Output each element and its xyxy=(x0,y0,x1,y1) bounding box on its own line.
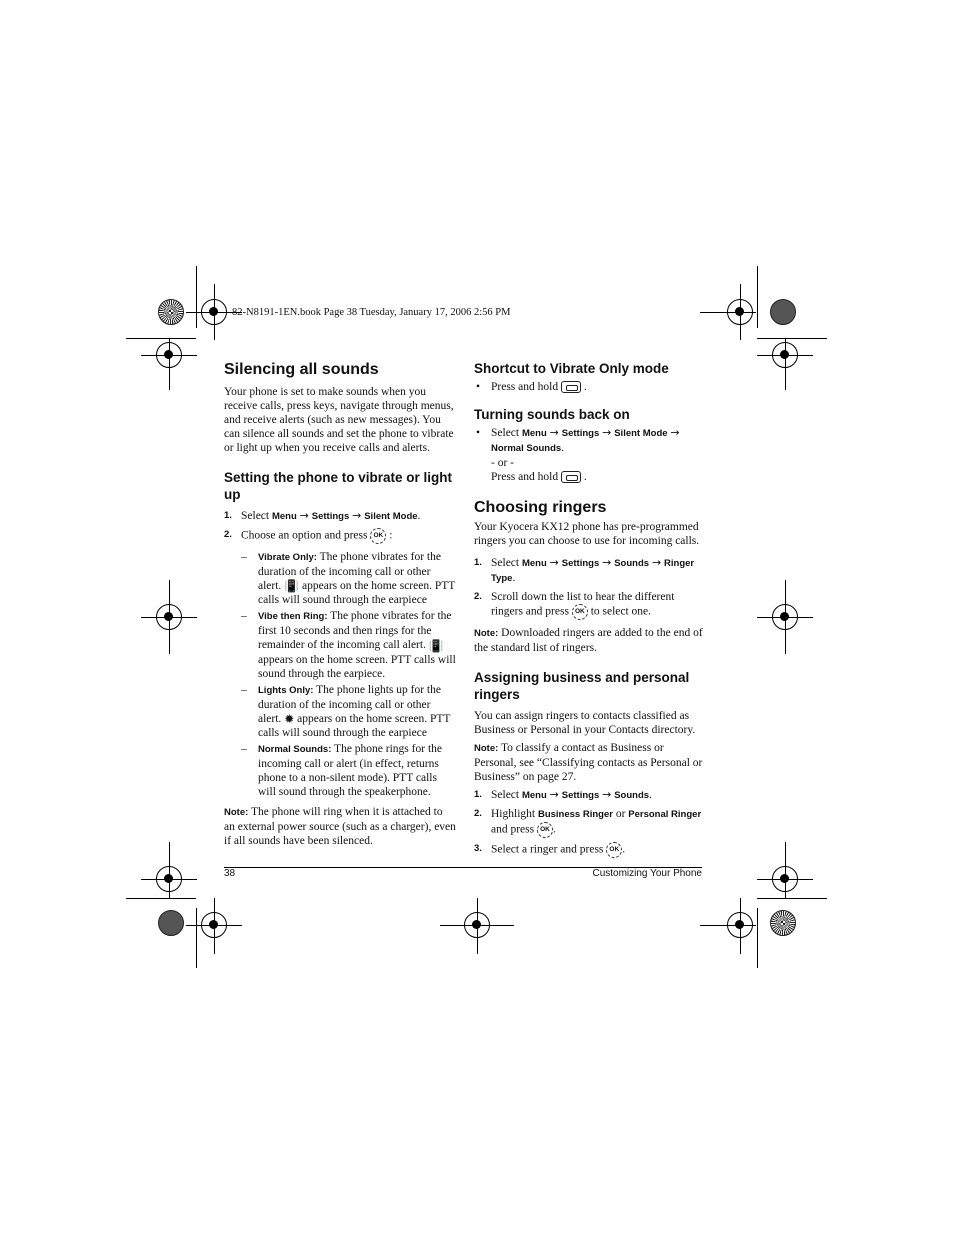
note-label: Note: xyxy=(474,743,499,754)
bullet: • xyxy=(476,427,481,439)
step-text: Press and hold xyxy=(491,471,559,483)
ok-key-icon: OK xyxy=(606,842,622,858)
arrow-icon: → xyxy=(549,426,559,439)
note-label: Note: xyxy=(474,628,499,639)
book-header: 82-N8191-1EN.book Page 38 Tuesday, January 17, 2006 2:56 PM xyxy=(232,307,511,318)
punctuation: . xyxy=(553,823,556,836)
shortcut-item: • Press and hold . xyxy=(476,381,587,393)
left-column xyxy=(224,360,456,856)
registration-crosshair xyxy=(169,338,170,390)
options-list xyxy=(224,550,456,799)
option-lights-only xyxy=(241,683,456,740)
sounds-label: Sounds xyxy=(614,558,650,569)
steps-list xyxy=(224,509,456,799)
registration-crosshair xyxy=(785,842,786,898)
arrow-icon: → xyxy=(352,509,362,522)
arrow-icon: → xyxy=(299,509,309,522)
registration-crosshair xyxy=(785,338,786,390)
arrow-icon: → xyxy=(602,556,612,569)
registration-crosshair xyxy=(740,898,741,954)
step-text: and press xyxy=(491,823,535,836)
step-number: 2. xyxy=(474,808,482,819)
punctuation: . xyxy=(622,843,626,856)
subsection-title: Setting the phone to vibrate or light up xyxy=(224,470,452,502)
soft-key-icon xyxy=(561,471,581,483)
note-text: The phone will ring when it is attached to an external power source (such as a charger), even if all sounds have been silenced. xyxy=(224,806,456,848)
color-bar-icon xyxy=(770,299,796,325)
step-text: Scroll down the list to hear the different ringers and press xyxy=(491,591,675,618)
step-number: 3. xyxy=(474,843,482,854)
crop-line xyxy=(196,908,197,968)
step-number: 1. xyxy=(474,789,482,800)
step-item xyxy=(474,590,706,620)
menu-label: Menu xyxy=(521,790,547,801)
section-name: Customizing Your Phone xyxy=(592,868,702,879)
arrow-icon: → xyxy=(670,426,680,439)
assign-note xyxy=(474,741,706,784)
step-item xyxy=(474,807,706,838)
crop-line xyxy=(757,338,827,339)
option-label: Normal Sounds: xyxy=(258,744,332,756)
note-text: Downloaded ringers are added to the end of the standard list of ringers. xyxy=(474,627,703,654)
settings-label: Settings xyxy=(311,511,350,522)
punctuation: : xyxy=(389,529,393,542)
right-column xyxy=(474,360,706,864)
ok-key-icon: OK xyxy=(572,604,588,620)
vibrate-icon: 📳 xyxy=(284,579,300,594)
sounds-label: Sounds xyxy=(614,790,650,801)
step-text: or xyxy=(615,808,626,820)
step-text: Select xyxy=(491,789,520,801)
note-label: Note: xyxy=(224,807,249,819)
punctuation: . xyxy=(417,510,421,522)
step-item xyxy=(224,509,456,524)
ok-key-icon: OK xyxy=(370,528,386,544)
step-text: to select one. xyxy=(590,605,652,618)
step-text: Choose an option and press xyxy=(241,529,368,542)
silent-mode-label: Silent Mode xyxy=(364,511,418,522)
step-number: 2. xyxy=(224,529,232,540)
step-item xyxy=(474,788,706,803)
color-bar-icon xyxy=(158,910,184,936)
registration-crosshair xyxy=(214,284,215,340)
punctuation: . xyxy=(512,572,516,584)
option-normal-sounds xyxy=(241,742,456,799)
color-bar-icon xyxy=(770,910,796,936)
option-label: Vibrate Only: xyxy=(258,552,317,563)
ringer-steps xyxy=(474,556,706,620)
dash-mark: – xyxy=(241,683,247,696)
option-vibe-then-ring xyxy=(241,609,456,680)
step-number: 2. xyxy=(474,591,482,602)
crop-line xyxy=(757,908,758,968)
option-label: Vibe then Ring: xyxy=(258,611,328,623)
arrow-icon: → xyxy=(549,788,559,801)
option-label: Lights Only: xyxy=(258,684,314,696)
registration-crosshair xyxy=(785,580,786,654)
option-text: appears on the home screen. PTT calls will sound through the earpiece xyxy=(258,580,456,607)
silent-mode-label: Silent Mode xyxy=(614,428,668,439)
menu-label: Menu xyxy=(521,558,547,569)
personal-ringer-label: Personal Ringer xyxy=(628,809,702,820)
arrow-icon: → xyxy=(549,556,559,569)
crop-line xyxy=(757,898,827,899)
dash-mark: – xyxy=(241,743,247,756)
registration-crosshair xyxy=(477,898,478,954)
option-text: The phone rings for the incoming call or alert (in effect, returns phone to a non-silent mode). PTT calls will sound through the speakerphone. xyxy=(258,743,442,799)
sounds-back-list xyxy=(474,426,706,484)
sounds-back-title: Turning sounds back on xyxy=(474,407,630,422)
ringer-type-label: Ringer Type xyxy=(491,558,695,584)
sounds-back-item: • Select Menu → Settings → Silent Mode → Normal Sounds. - or - Press and hold . xyxy=(476,426,680,483)
registration-crosshair xyxy=(214,898,215,954)
ringers-intro: Your Kyocera KX12 phone has pre-programmed ringers you can choose to use for incoming calls. xyxy=(474,521,700,547)
arrow-icon: → xyxy=(651,556,662,569)
dash-mark: – xyxy=(241,610,247,623)
step-text: Select xyxy=(241,510,270,522)
option-vibrate-only xyxy=(241,550,456,607)
section-title: Silencing all sounds xyxy=(224,361,379,378)
shortcut-list xyxy=(474,380,706,394)
registration-crosshair xyxy=(169,580,170,654)
step-number: 1. xyxy=(474,557,482,568)
settings-label: Settings xyxy=(561,558,600,569)
step-item xyxy=(224,528,456,799)
note-text: To classify a contact as Business or Personal, see “Classifying contacts as Personal or Business” on page 27. xyxy=(474,742,703,783)
assign-intro: You can assign ringers to contacts classified as Business or Personal in your Contacts directory. xyxy=(474,710,696,736)
option-text: The phone vibrates for the duration of the incoming call or other alert. xyxy=(258,551,441,592)
settings-label: Settings xyxy=(561,428,600,439)
business-ringer-label: Business Ringer xyxy=(537,809,613,820)
light-icon: ✹ xyxy=(284,712,295,727)
registration-crosshair xyxy=(740,284,741,340)
arrow-icon: → xyxy=(602,426,612,439)
crop-line xyxy=(757,266,758,328)
option-text: The phone lights up for the duration of the incoming call or other alert. xyxy=(258,683,441,725)
note xyxy=(224,805,456,848)
assign-steps xyxy=(474,788,706,858)
shortcut-text: Press and hold xyxy=(491,381,559,393)
crop-line xyxy=(126,338,196,339)
vibe-ring-icon: 📳 xyxy=(428,638,444,653)
step-text: Select a ringer and press xyxy=(491,843,604,856)
or-separator: - or - xyxy=(491,457,514,469)
option-text: appears on the home screen. PTT calls will sound through the earpiece. xyxy=(258,653,456,680)
ok-key-icon: OK xyxy=(537,822,553,838)
assign-title: Assigning business and personal ringers xyxy=(474,670,690,702)
menu-label: Menu xyxy=(271,511,297,522)
option-text: The phone vibrates for the first 10 seconds and then rings for the remainder of the incoming call alert. xyxy=(258,610,452,652)
crop-line xyxy=(126,898,196,899)
option-text: appears on the home screen. PTT calls will sound through the earpiece xyxy=(258,712,451,740)
soft-key-icon xyxy=(561,381,581,393)
registration-crosshair xyxy=(169,842,170,898)
menu-label: Menu xyxy=(521,428,547,439)
dash-mark: – xyxy=(241,551,247,563)
crop-line xyxy=(196,266,197,328)
step-text: Highlight xyxy=(491,808,536,820)
arrow-icon: → xyxy=(602,788,612,801)
step-item xyxy=(474,556,706,586)
step-number: 1. xyxy=(224,510,232,521)
step-text: Select xyxy=(491,557,520,569)
punctuation: . xyxy=(649,789,652,801)
ringers-title: Choosing ringers xyxy=(474,499,607,516)
intro-paragraph: Your phone is set to make sounds when you receive calls, press keys, navigate through menus, and receive alerts (such as new messages). You can silence all sounds and set the phone to vibrate or light up when you receive calls and alerts. xyxy=(224,386,454,454)
step-text: Select xyxy=(491,427,520,439)
page-number: 38 xyxy=(224,868,236,879)
bullet: • xyxy=(476,381,481,393)
step-item xyxy=(474,842,706,858)
registration-crosshair xyxy=(700,925,756,926)
normal-sounds-label: Normal Sounds xyxy=(491,443,562,454)
ringer-note xyxy=(474,626,706,655)
settings-label: Settings xyxy=(561,790,600,801)
color-bar-icon xyxy=(158,299,184,325)
registration-crosshair xyxy=(700,312,756,313)
shortcut-title: Shortcut to Vibrate Only mode xyxy=(474,361,669,376)
